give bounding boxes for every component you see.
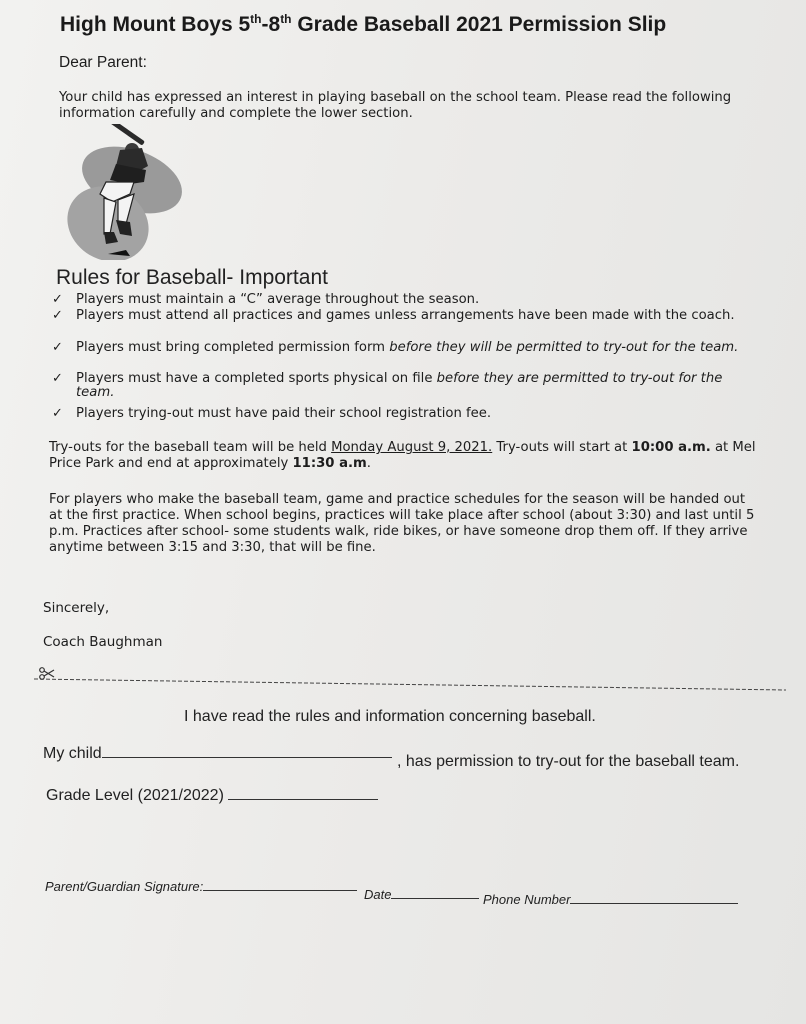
tryout-date: Monday August 9, 2021. xyxy=(331,440,493,455)
closing: Sincerely, xyxy=(43,600,110,616)
cut-line xyxy=(34,676,786,692)
form-statement: I have read the rules and information concerning baseball. xyxy=(184,708,596,725)
phone-number-field[interactable] xyxy=(570,889,738,904)
phone-row: Phone Number xyxy=(483,889,738,907)
rule-item: ✓ Players trying-out must have paid their school registration fee. xyxy=(52,406,492,421)
checkmark-icon: ✓ xyxy=(52,340,63,355)
schedule-paragraph: For players who make the baseball team, game and practice schedules for the season will be handed out at the first practice. When school begins, practices will take place after school (about 3:30) and last until 5 p.m. Practices after school- some students walk, ride bikes, or have someone drop them off. If they arrive anytime between 3:15 and 3:30, that will be fine. xyxy=(49,492,755,555)
checkmark-icon: ✓ xyxy=(52,292,63,307)
parent-signature-field[interactable] xyxy=(203,876,357,891)
grade-level-field[interactable] xyxy=(228,785,378,800)
permission-text: , has permission to try-out for the baseball team. xyxy=(397,753,740,770)
rule-item: ✓ Players must bring completed permission form before they will be permitted to try-out for the team. xyxy=(52,340,739,355)
my-child-row: My child xyxy=(43,743,392,763)
rules-heading: Rules for Baseball- Important xyxy=(56,266,328,289)
scissors-icon xyxy=(38,666,56,680)
checkmark-icon: ✓ xyxy=(52,308,63,323)
date-field[interactable] xyxy=(391,884,479,899)
baseball-player-illustration xyxy=(60,124,186,260)
intro-paragraph: Your child has expressed an interest in playing baseball on the school team. Please read the following information carefully and complete the lower section. xyxy=(59,90,732,121)
rule-item: ✓ Players must maintain a “C” average throughout the season. xyxy=(52,292,480,307)
coach-signature: Coach Baughman xyxy=(43,634,163,650)
child-name-field[interactable] xyxy=(102,743,392,758)
rule-item: ✓ Players must attend all practices and games unless arrangements have been made with the coach. xyxy=(52,308,735,323)
checkmark-icon: ✓ xyxy=(52,406,63,421)
tryouts-paragraph: Try-outs for the baseball team will be held Monday August 9, 2021. Try-outs will start at 10:00 a.m. at Mel Price Park and end at approximately 11:30 a.m. xyxy=(49,440,756,471)
grade-level-row: Grade Level (2021/2022) xyxy=(46,785,378,805)
parent-signature-row: Parent/Guardian Signature: xyxy=(45,876,357,894)
rule-item: ✓ Players must have a completed sports physical on file before they are permitted to try-out for the team. xyxy=(52,371,723,400)
greeting: Dear Parent: xyxy=(59,54,147,71)
checkmark-icon: ✓ xyxy=(52,371,63,386)
date-row: Date xyxy=(364,884,479,902)
page-title: High Mount Boys 5th-8th Grade Baseball 2021 Permission Slip xyxy=(60,12,667,36)
